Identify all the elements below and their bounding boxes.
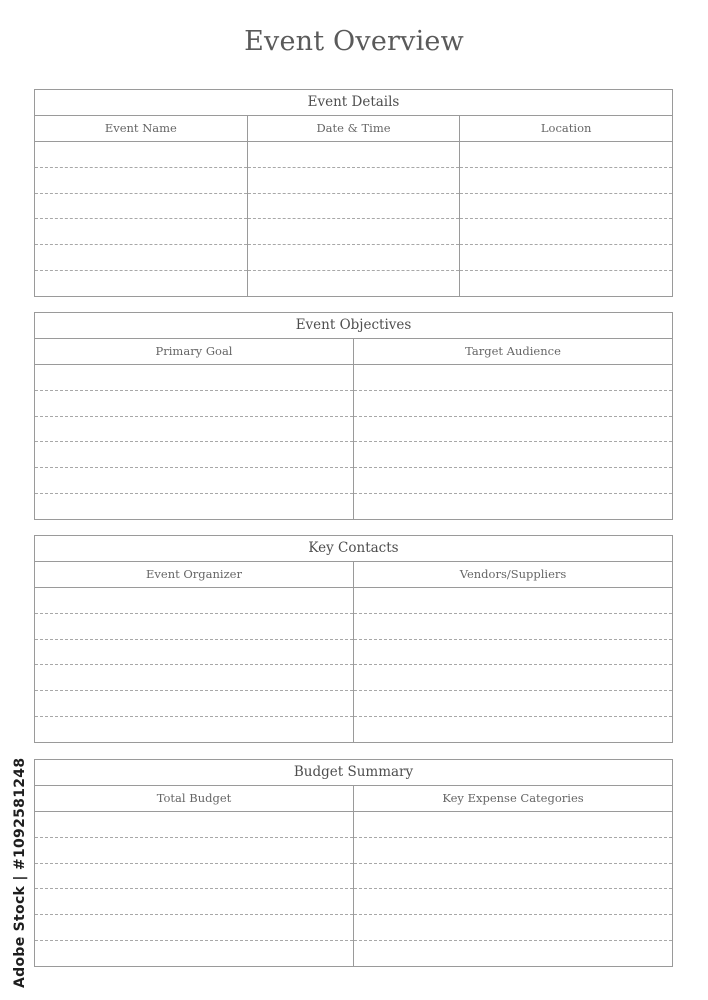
entry-line[interactable]	[35, 365, 353, 391]
entry-line[interactable]	[35, 417, 353, 443]
entry-line[interactable]	[35, 588, 353, 614]
section-title: Key Contacts	[35, 536, 672, 562]
entry-line[interactable]	[354, 691, 672, 717]
entry-line[interactable]	[460, 219, 672, 245]
entry-line[interactable]	[35, 442, 353, 468]
entry-line[interactable]	[354, 915, 672, 941]
event-details-section	[34, 89, 673, 297]
entry-line[interactable]	[354, 717, 672, 742]
entry-line[interactable]	[354, 838, 672, 864]
date-time-column	[248, 142, 461, 296]
column-headers	[35, 562, 672, 588]
entry-line[interactable]	[354, 640, 672, 666]
entry-line[interactable]	[35, 494, 353, 519]
entry-line[interactable]	[248, 245, 460, 271]
entry-line[interactable]	[354, 588, 672, 614]
entry-line[interactable]	[35, 838, 353, 864]
entry-line[interactable]	[354, 391, 672, 417]
section-title: Event Objectives	[35, 313, 672, 339]
entry-line[interactable]	[35, 142, 247, 168]
column-header-date-time: Date & Time	[248, 116, 461, 141]
key-expense-categories-column	[354, 812, 672, 966]
entry-line[interactable]	[460, 142, 672, 168]
entry-line[interactable]	[35, 219, 247, 245]
vendors-suppliers-column	[354, 588, 672, 742]
column-header-target-audience: Target Audience	[465, 344, 561, 358]
entry-line[interactable]	[35, 915, 353, 941]
primary-goal-column	[35, 365, 354, 519]
entry-line[interactable]	[248, 194, 460, 220]
entry-line[interactable]	[35, 864, 353, 890]
entry-line[interactable]	[248, 219, 460, 245]
entry-line[interactable]	[35, 271, 247, 296]
entry-rows	[35, 365, 672, 519]
entry-line[interactable]	[460, 245, 672, 271]
entry-line[interactable]	[35, 614, 353, 640]
entry-line[interactable]	[35, 391, 353, 417]
entry-line[interactable]	[35, 468, 353, 494]
section-title: Budget Summary	[35, 760, 672, 786]
column-headers	[35, 786, 672, 812]
column-headers	[35, 339, 672, 365]
budget-summary-section	[34, 759, 673, 967]
entry-line[interactable]	[35, 717, 353, 742]
column-header-event-organizer: Event Organizer	[35, 562, 354, 587]
entry-line[interactable]	[460, 271, 672, 296]
event-organizer-column	[35, 588, 354, 742]
entry-rows	[35, 812, 672, 966]
entry-line[interactable]	[354, 417, 672, 443]
entry-line[interactable]	[354, 665, 672, 691]
entry-line[interactable]	[35, 889, 353, 915]
entry-line[interactable]	[354, 889, 672, 915]
entry-line[interactable]	[460, 194, 672, 220]
entry-line[interactable]	[35, 691, 353, 717]
target-audience-column	[354, 365, 672, 519]
entry-line[interactable]	[35, 168, 247, 194]
key-contacts-section	[34, 535, 673, 743]
entry-line[interactable]	[354, 494, 672, 519]
entry-line[interactable]	[354, 614, 672, 640]
page-title: Event Overview	[244, 26, 464, 57]
column-header-event-name: Event Name	[35, 116, 248, 141]
column-header-total-budget: Total Budget	[35, 786, 354, 811]
entry-line[interactable]	[354, 442, 672, 468]
column-headers	[35, 116, 672, 142]
entry-line[interactable]	[354, 864, 672, 890]
location-column	[460, 142, 672, 296]
event-name-column	[35, 142, 248, 296]
entry-line[interactable]	[460, 168, 672, 194]
entry-line[interactable]	[354, 941, 672, 966]
entry-line[interactable]	[35, 194, 247, 220]
entry-line[interactable]	[354, 812, 672, 838]
event-objectives-section	[34, 312, 673, 520]
entry-line[interactable]	[248, 168, 460, 194]
stock-watermark: Adobe Stock | #1092581248	[12, 757, 28, 988]
entry-line[interactable]	[35, 941, 353, 966]
entry-line[interactable]	[354, 468, 672, 494]
column-header-location: Location	[540, 121, 592, 135]
entry-line[interactable]	[248, 271, 460, 296]
entry-rows	[35, 588, 672, 742]
total-budget-column	[35, 812, 354, 966]
entry-line[interactable]	[35, 812, 353, 838]
section-title: Event Details	[35, 90, 672, 116]
entry-line[interactable]	[354, 365, 672, 391]
entry-line[interactable]	[35, 245, 247, 271]
entry-line[interactable]	[35, 640, 353, 666]
entry-line[interactable]	[248, 142, 460, 168]
column-header-vendors-suppliers: Vendors/Suppliers	[459, 567, 567, 581]
column-header-key-expense-categories: Key Expense Categories	[442, 791, 584, 805]
column-header-primary-goal: Primary Goal	[35, 339, 354, 364]
entry-line[interactable]	[35, 665, 353, 691]
entry-rows	[35, 142, 672, 296]
